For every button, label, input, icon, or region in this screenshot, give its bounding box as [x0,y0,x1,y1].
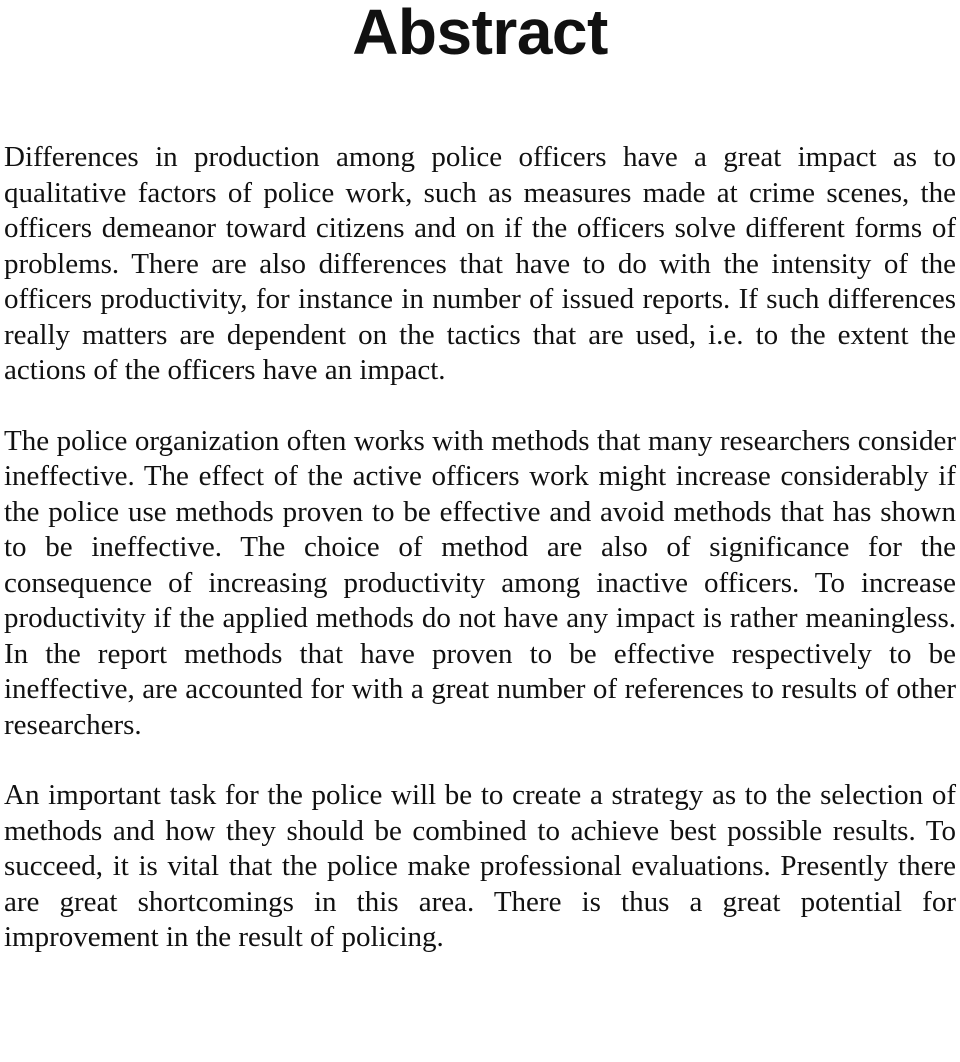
abstract-paragraph-1: Differences in production among police officers have a great impact as to qualitative factors of police work, such as measures made at crime scenes, the officers demeanor toward citizens and on if the officers solve different forms of problems. There are also differences that have to do with the intensity of the officers productivity, for instance in number of issued reports. If such differences really matters are dependent on the tactics that are used, i.e. to the extent the actions of the officers have an impact. [4,141,956,386]
page-title: Abstract [352,0,608,68]
abstract-paragraph-2: The police organization often works with methods that many researchers consider ineffective. The effect of the active officers work might increase considerably if the police use methods proven to be effective and avoid methods that has shown to be ineffective. The choice of method are also of significance for the consequence of increasing productivity among inactive officers. To increase productivity if the applied methods do not have any impact is rather meaningless. In the report methods that have proven to be effective respectively to be ineffective, are accounted for with a great number of references to results of other researchers. [4,424,956,741]
abstract-body [4,140,956,956]
abstract-paragraph-3: An important task for the police will be to create a strategy as to the selection of methods and how they should be combined to achieve best possible results. To succeed, it is vital that the police make professional evaluations. Presently there are great shortcomings in this area. There is thus a great potential for improvement in the result of policing. [4,779,956,953]
